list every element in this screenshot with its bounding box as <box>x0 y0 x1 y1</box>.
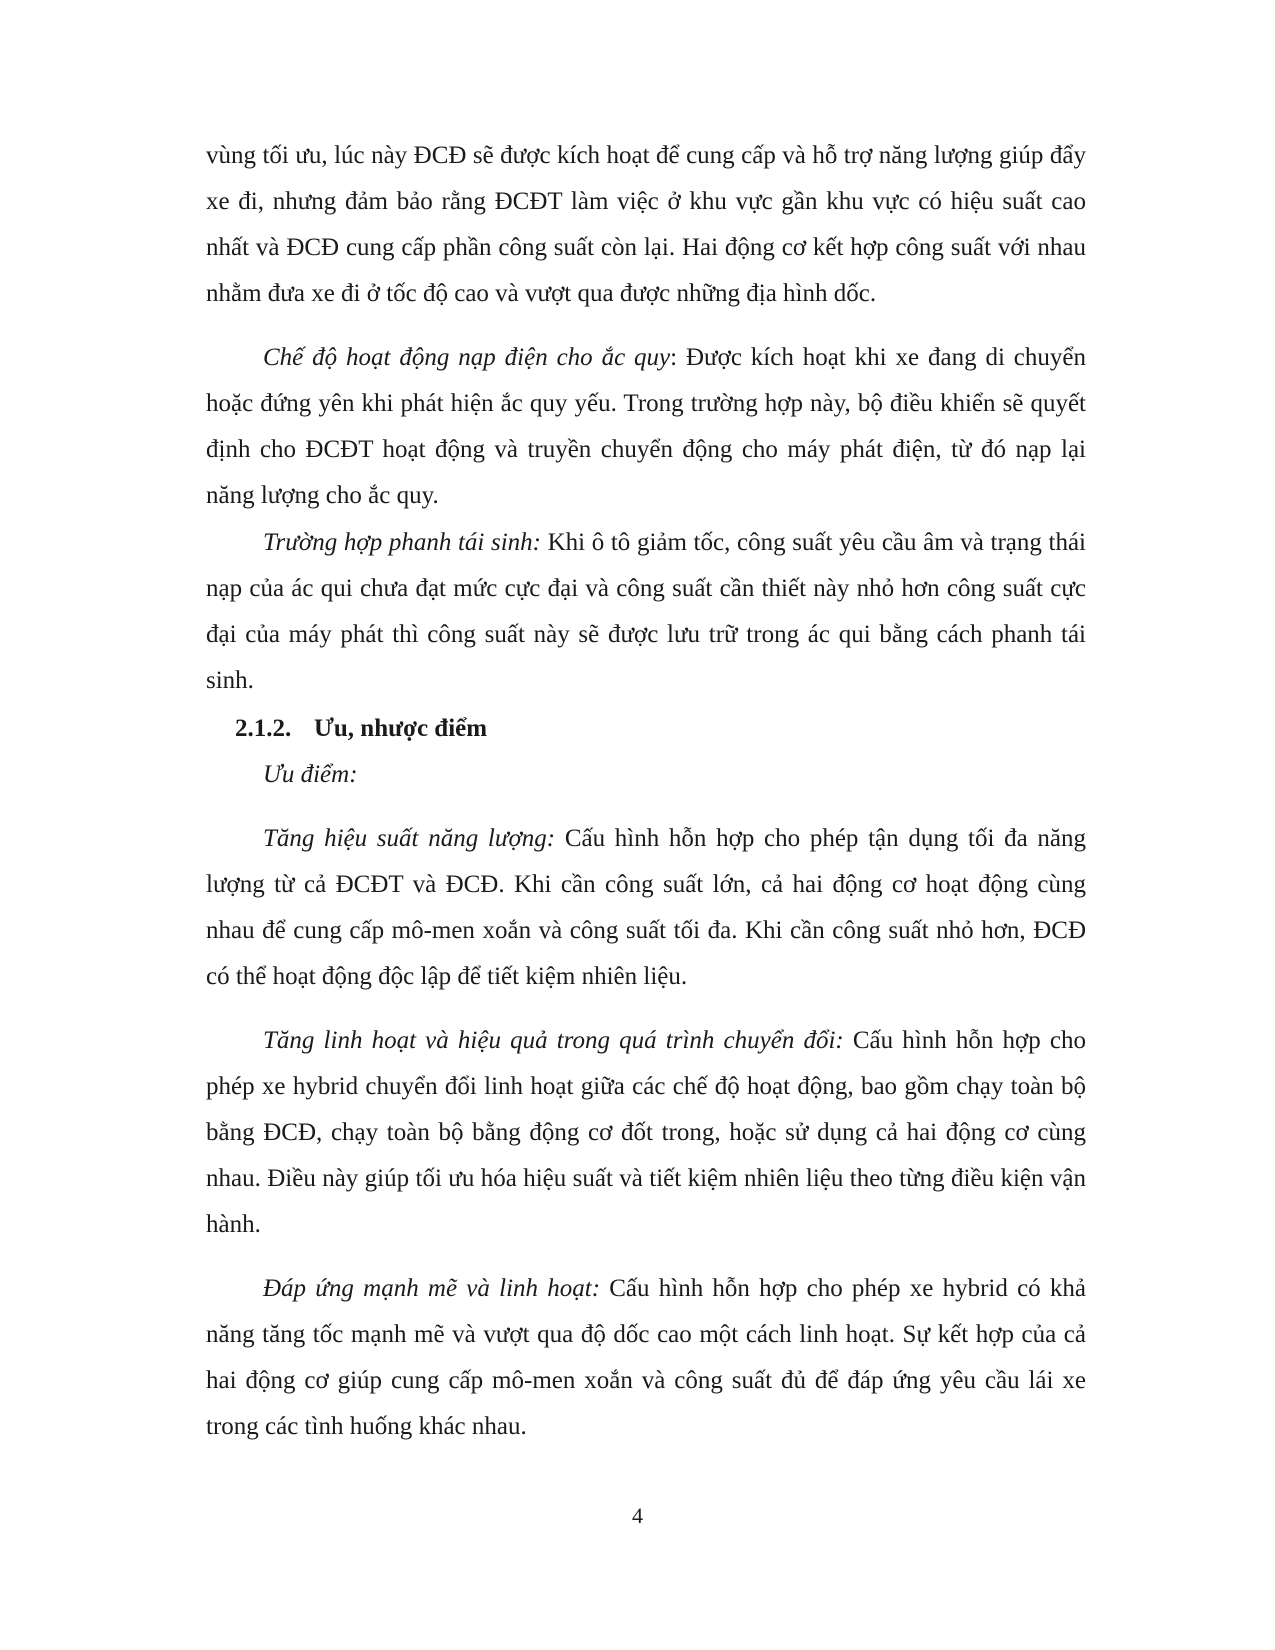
subheading-advantages: Ưu điểm: <box>263 761 358 788</box>
paragraph-charging-mode <box>206 335 1086 519</box>
paragraph-text: : Được kích hoạt khi xe đang di chuyển hoặc đứng yên khi phát hiện ắc quy yếu. Trong trường hợp này, bộ điều khiển sẽ quyết định cho ĐCĐT hoạt động và truyền chuyển động cho máy phát điện, từ đó nạp lại năng lượng cho ắc quy. <box>206 344 1086 509</box>
paragraph-continuation: vùng tối ưu, lúc này ĐCĐ sẽ được kích hoạt để cung cấp và hỗ trợ năng lượng giúp đẩy xe đi, nhưng đảm bảo rằng ĐCĐT làm việc ở khu vực gần khu vực có hiệu suất cao nhất và ĐCĐ cung cấp phần công suất còn lại. Hai động cơ kết hợp công suất với nhau nhằm đưa xe đi ở tốc độ cao và vượt qua được những địa hình dốc. <box>206 142 1086 307</box>
paragraph-lead: Trường hợp phanh tái sinh: <box>263 529 541 556</box>
section-heading <box>235 706 1086 752</box>
paragraph-performance <box>206 1266 1086 1450</box>
paragraph-flexibility <box>206 1018 1086 1248</box>
paragraph-lead: Tăng hiệu suất năng lượng: <box>263 825 556 852</box>
paragraph-lead: Đáp ứng mạnh mẽ và linh hoạt: <box>263 1275 601 1302</box>
paragraph-lead: Chế độ hoạt động nạp điện cho ắc quy <box>263 344 671 371</box>
section-title: Ưu, nhược điểm <box>314 715 488 742</box>
document-body <box>206 133 1086 1450</box>
section-number: 2.1.2. <box>235 715 292 742</box>
paragraph-text: Cấu hình hỗn hợp cho phép xe hybrid chuyển đổi linh hoạt giữa các chế độ hoạt động, bao gồm chạy toàn bộ bằng ĐCĐ, chạy toàn bộ bằng động cơ đốt trong, hoặc sử dụng cả hai động cơ cùng nhau. Điều này giúp tối ưu hóa hiệu suất và tiết kiệm nhiên liệu theo từng điều kiện vận hành. <box>206 1027 1086 1238</box>
paragraph-regenerative-braking <box>206 520 1086 704</box>
paragraph-text: Khi ô tô giảm tốc, công suất yêu cầu âm và trạng thái nạp của ác qui chưa đạt mức cực đại và công suất cần thiết này nhỏ hơn công suất cực đại của máy phát thì công suất này sẽ được lưu trữ trong ác qui bằng cách phanh tái sinh. <box>206 529 1087 694</box>
paragraph-text: Cấu hình hỗn hợp cho phép tận dụng tối đa năng lượng từ cả ĐCĐT và ĐCĐ. Khi cần công suất lớn, cả hai động cơ hoạt động cùng nhau để cung cấp mô-men xoắn và công suất tối đa. Khi cần công suất nhỏ hơn, ĐCĐ có thể hoạt động độc lập để tiết kiệm nhiên liệu. <box>206 825 1086 990</box>
page-number: 4 <box>632 1503 643 1528</box>
paragraph-text: Cấu hình hỗn hợp cho phép xe hybrid có khả năng tăng tốc mạnh mẽ và vượt qua độ dốc cao một cách linh hoạt. Sự kết hợp của cả hai động cơ giúp cung cấp mô-men xoắn và công suất đủ để đáp ứng yêu cầu lái xe trong các tình huống khác nhau. <box>206 1275 1086 1440</box>
paragraph-lead: Tăng linh hoạt và hiệu quả trong quá trình chuyển đổi: <box>263 1027 844 1054</box>
paragraph-energy-efficiency <box>206 816 1086 1000</box>
